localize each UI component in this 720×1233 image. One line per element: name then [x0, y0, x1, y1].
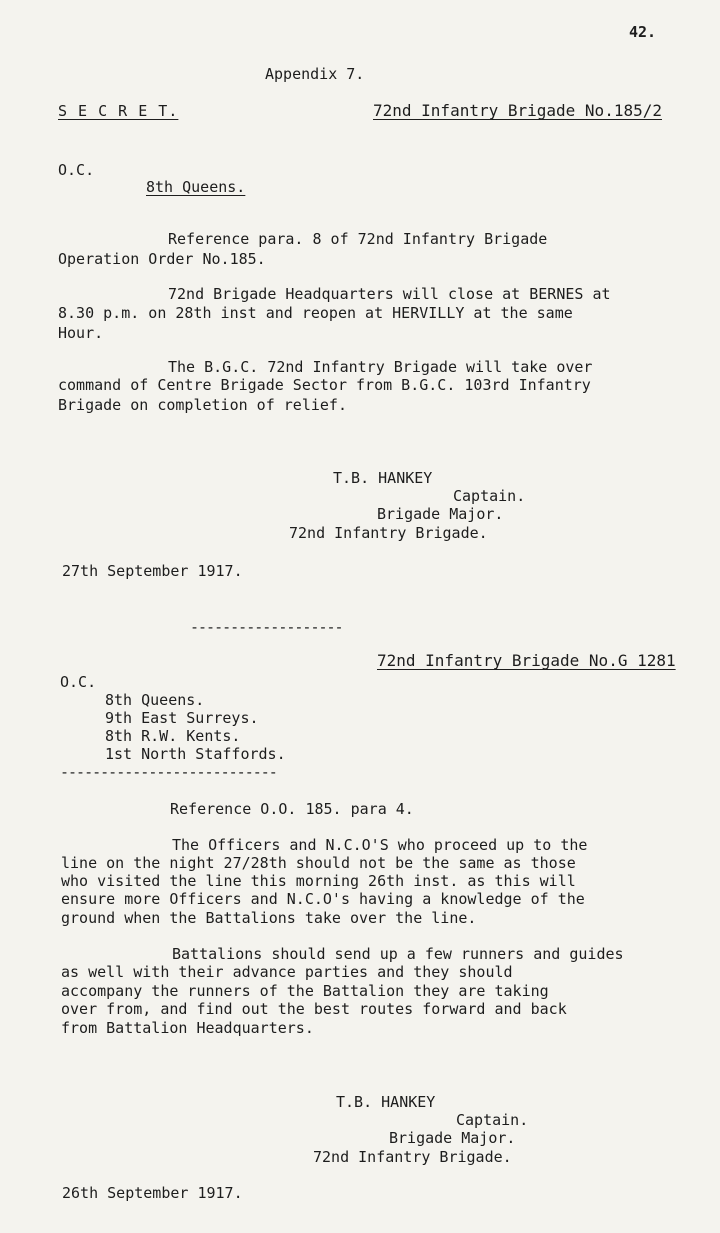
- memo1-para2-line2: 8.30 p.m. on 28th inst and reopen at HERVILLY at the same: [58, 304, 573, 322]
- memo2-para1-line1: Reference O.O. 185. para 4.: [170, 800, 414, 818]
- memo2-recipient: 8th Queens.: [105, 691, 205, 709]
- memo-separator: -------------------: [190, 618, 343, 636]
- classification-secret: S E C R E T.: [58, 102, 179, 120]
- memo2-para3-line1: Battalions should send up a few runners and guides: [172, 945, 624, 963]
- memo2-signature-appointment: Brigade Major.: [389, 1129, 516, 1147]
- memo2-recipients-rule: ---------------------------: [60, 763, 277, 781]
- memo2-para3-line4: over from, and find out the best routes forward and back: [61, 1000, 567, 1018]
- memo2-para2-line3: who visited the line this morning 26th inst. as this will: [61, 872, 576, 890]
- memo1-para2-line3: Hour.: [58, 324, 104, 342]
- memo2-to-label: O.C.: [60, 673, 97, 691]
- memo2-recipient: 9th East Surreys.: [105, 709, 259, 727]
- memo2-para3-line5: from Battalion Headquarters.: [61, 1019, 314, 1037]
- memo1-to-label: O.C.: [58, 161, 95, 179]
- memo1-para1-line1: Reference para. 8 of 72nd Infantry Brigade: [168, 230, 548, 248]
- memo2-recipient: 8th R.W. Kents.: [105, 727, 241, 745]
- appendix-title: Appendix 7.: [265, 65, 365, 83]
- memo1-para1-line2: Operation Order No.185.: [58, 250, 266, 268]
- memo1-signature-appointment: Brigade Major.: [377, 505, 504, 523]
- memo1-date: 27th September 1917.: [62, 562, 243, 580]
- memo1-to-unit: 8th Queens.: [146, 178, 246, 196]
- memo1-signature-unit: 72nd Infantry Brigade.: [289, 524, 488, 542]
- memo2-para2-line4: ensure more Officers and N.C.O's having a knowledge of the: [61, 890, 585, 908]
- memo2-signature-name: T.B. HANKEY: [336, 1093, 436, 1111]
- memo2-date: 26th September 1917.: [62, 1184, 243, 1202]
- memo1-reference: 72nd Infantry Brigade No.185/2: [373, 101, 662, 120]
- memo2-para2-line2: line on the night 27/28th should not be the same as those: [61, 854, 576, 872]
- memo2-reference: 72nd Infantry Brigade No.G 1281: [377, 651, 676, 670]
- memo2-para2-line5: ground when the Battalions take over the line.: [61, 909, 477, 927]
- memo2-para3-line3: accompany the runners of the Battalion they are taking: [61, 982, 549, 1000]
- memo2-para2-line1: The Officers and N.C.O'S who proceed up to the: [172, 836, 588, 854]
- page-number: 42.: [629, 23, 657, 41]
- memo2-signature-unit: 72nd Infantry Brigade.: [313, 1148, 512, 1166]
- memo1-para3-line1: The B.G.C. 72nd Infantry Brigade will take over: [168, 358, 593, 376]
- memo2-recipient: 1st North Staffords.: [105, 745, 286, 763]
- memo1-signature-rank: Captain.: [453, 487, 526, 505]
- memo1-para3-line2: command of Centre Brigade Sector from B.G.C. 103rd Infantry: [58, 376, 591, 394]
- memo1-para2-line1: 72nd Brigade Headquarters will close at BERNES at: [168, 285, 611, 303]
- memo1-signature-name: T.B. HANKEY: [333, 469, 433, 487]
- memo1-para3-line3: Brigade on completion of relief.: [58, 396, 347, 414]
- memo2-signature-rank: Captain.: [456, 1111, 529, 1129]
- memo2-para3-line2: as well with their advance parties and they should: [61, 963, 513, 981]
